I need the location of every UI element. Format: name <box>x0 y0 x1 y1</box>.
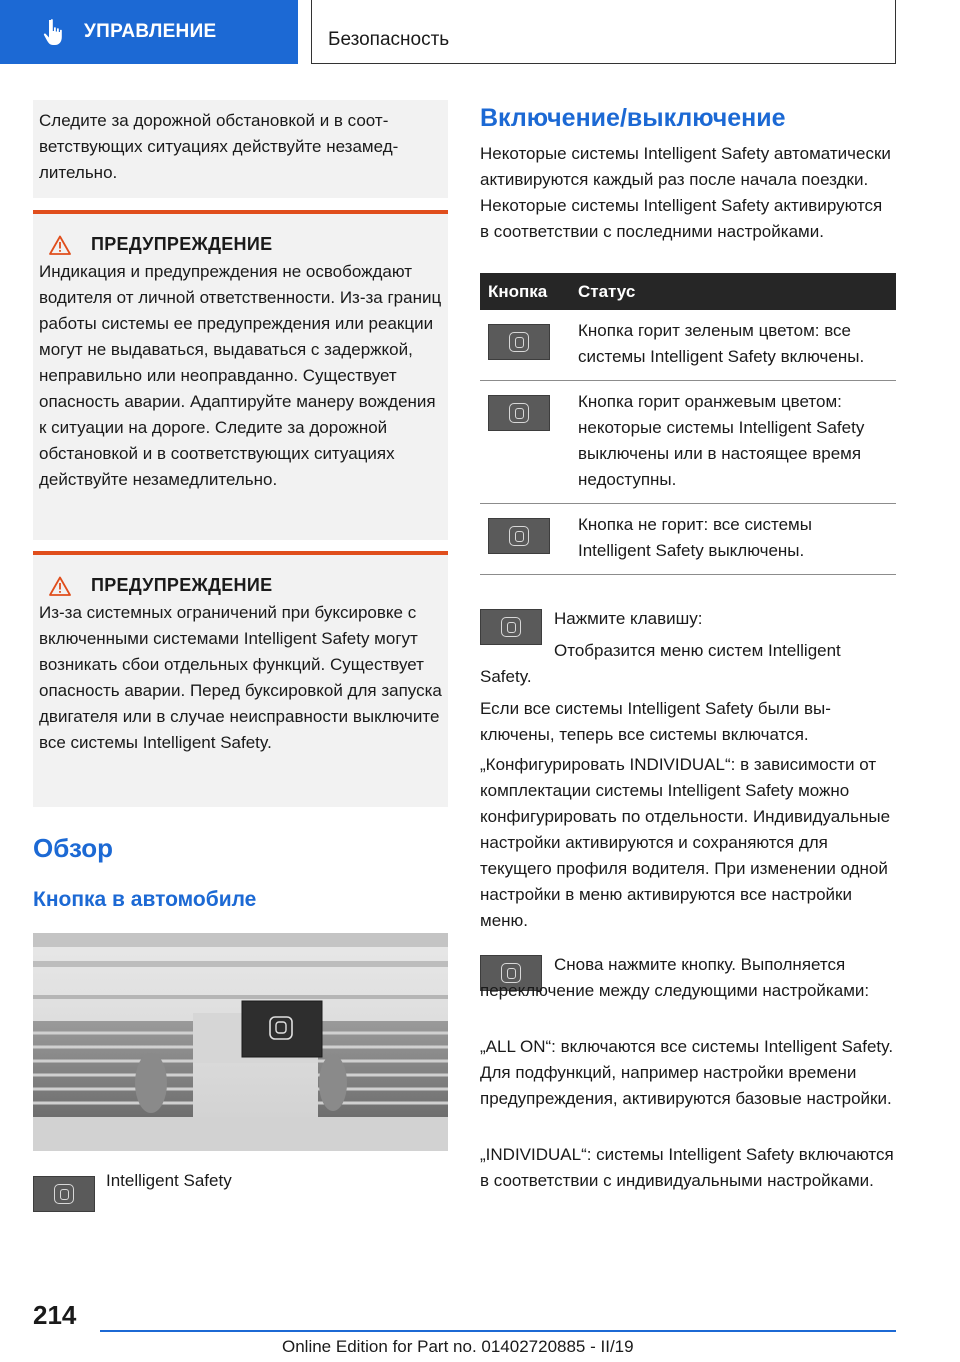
safety-button-icon <box>488 518 550 554</box>
footer-edition: Online Edition for Part no. 01402720885 - II/19 <box>282 1337 634 1356</box>
status-table <box>480 273 896 575</box>
section-title: УПРАВЛЕНИЕ <box>84 21 217 42</box>
safety-button-icon <box>33 1176 95 1212</box>
warning-title: ПРЕДУПРЕЖДЕНИЕ <box>91 234 273 254</box>
press-key-text: Нажмите клавишу: <box>554 609 703 628</box>
warning-triangle-icon <box>49 235 71 255</box>
dashboard-illustration <box>33 933 448 1151</box>
page-number: 214 <box>33 1300 77 1330</box>
individual-text: „INDIVIDUAL“: системы Intelligent Safety включаются в соответствии с индивидуальными настройками. <box>480 1145 894 1190</box>
warning-title: ПРЕДУПРЕЖДЕНИЕ <box>91 575 273 595</box>
footer-divider <box>100 1330 896 1332</box>
intelligent-safety-button-icon <box>33 1176 95 1217</box>
warning-box-2 <box>33 551 448 807</box>
config-text: „Конфигурировать INDIVIDUAL“: в зависимости от комплектации системы Intelligent Safety можно конфигурировать по отдельности. Индивидуальные настройки активируются и сохраняются для текущего профиля водителя. При изменении одной настройки в меню активируются все настройки меню. <box>480 755 891 930</box>
note-text: Следите за дорожной обстановкой и в соответствующих ситуациях действуйте незамедлительно. <box>39 111 399 182</box>
warning-text: Из-за системных ограничений при буксировке с включенными системами Intelligent Safety могут возникать сбои отдельных функций. Существует опасность аварии. Перед буксировкой для запуска двигателя или в случае неисправности выключите все системы Intelligent Safety. <box>39 603 442 752</box>
table-row <box>480 381 896 504</box>
button-caption: Intelligent Safety <box>106 1171 232 1190</box>
heading-button-in-car: Кнопка в автомобиле <box>33 888 257 911</box>
warning-box-1 <box>33 210 448 540</box>
status-cell: Кнопка горит оранжевым цветом: некоторые системы Intelligent Safety выключены или в настоящее время недоступны. <box>570 381 896 504</box>
status-cell: Кнопка горит зеленым цветом: все системы Intelligent Safety включены. <box>570 310 896 381</box>
press-again-text: Снова нажмите кнопку. Выполняется переключение между следующими настройками: <box>480 955 870 1000</box>
section-tab <box>0 0 298 64</box>
warning-triangle-icon <box>49 576 71 596</box>
status-cell: Кнопка не горит: все системы Intelligent Safety выключены. <box>570 504 896 575</box>
car-dashboard-image <box>33 933 448 1151</box>
header-button: Кнопка <box>480 273 570 310</box>
heading-overview: Обзор <box>33 833 113 863</box>
hand-pointer-icon <box>42 18 66 46</box>
intro-text: Некоторые системы Intelligent Safety автоматически активируются каждый раз после начала поездки. Некоторые системы Intelligent Safety активируются в соответствии с последними настройками. <box>480 144 891 241</box>
warning-text: Индикация и предупреждения не освобождают водителя от личной ответственности. Из-за границ работы системы ее предупреждения или реакции могут не выдаваться, выдаваться с задержкой, неправильно или неоправданно. Существует опасность аварии. Адаптируйте манеру вождения к ситуации на дороге. Следите за дорожной обстановкой и в соответствующих ситуациях действуйте незамедлительно. <box>39 262 442 489</box>
menu-shown-text: Отобразится меню систем Intelligent Safety. <box>480 641 841 686</box>
table-row <box>480 310 896 381</box>
table-header-row <box>480 273 896 310</box>
safety-button-icon <box>488 324 550 360</box>
note-box <box>33 100 448 198</box>
warning-header <box>49 234 442 255</box>
heading-on-off: Включение/выключение <box>480 104 786 132</box>
all-off-text: Если все системы Intelligent Safety были выключены, теперь все системы включатся. <box>480 699 831 744</box>
chapter-header <box>311 0 896 64</box>
safety-button-icon <box>488 395 550 431</box>
table-row <box>480 504 896 575</box>
warning-header <box>49 575 442 596</box>
header-status: Статус <box>570 273 896 310</box>
all-on-text: „ALL ON“: включаются все системы Intelligent Safety. Для подфункций, например настройки времени предупреждения, активируются базовые настройки. <box>480 1037 894 1108</box>
chapter-title: Безопасность <box>328 29 450 50</box>
